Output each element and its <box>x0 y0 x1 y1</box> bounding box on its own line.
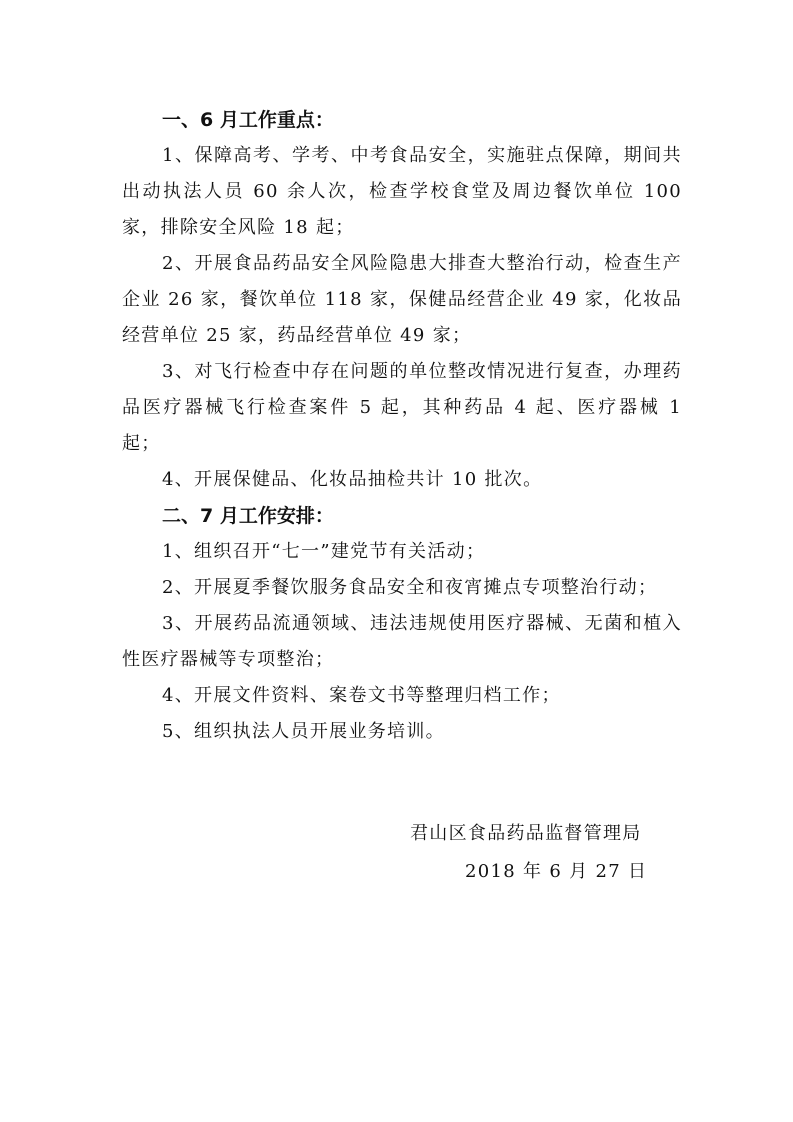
section-1-item-3: 3、对飞行检查中存在问题的单位整改情况进行复查，办理药品医疗器械飞行检查案件 5 起，其种药品 4 起、医疗器械 1 起； <box>122 361 682 454</box>
document-body <box>122 102 682 750</box>
section-2-item-5: 5、组织执法人员开展业务培训。 <box>162 721 445 742</box>
section-2-item-2: 2、开展夏季餐饮服务食品安全和夜宵摊点专项整治行动； <box>162 577 658 598</box>
section-2-heading: 二、7 月工作安排： <box>162 505 334 527</box>
section-1-heading: 一、6 月工作重点： <box>162 109 334 131</box>
section-1-item-1: 1、保障高考、学考、中考食品安全，实施驻点保障，期间共出动执法人员 60 余人次，检查学校食堂及周边餐饮单位 100 家，排除安全风险 18 起； <box>122 145 682 238</box>
signature-date: 2018 年 6 月 27 日 <box>465 861 648 882</box>
section-2-item-3: 3、开展药品流通领域、违法违规使用医疗器械、无菌和植入性医疗器械等专项整治； <box>122 613 682 670</box>
section-2-item-1: 1、组织召开“七一”建党节有关活动； <box>162 541 486 562</box>
section-2-item-4: 4、开展文件资料、案卷文书等整理归档工作； <box>162 685 561 706</box>
signature-organization: 君山区食品药品监督管理局 <box>410 823 642 844</box>
section-1-item-4: 4、开展保健品、化妆品抽检共计 10 批次。 <box>162 469 543 490</box>
section-1-item-2: 2、开展食品药品安全风险隐患大排查大整治行动，检查生产企业 26 家，餐饮单位 118 家，保健品经营企业 49 家，化妆品经营单位 25 家，药品经营单位 49 家； <box>122 253 682 346</box>
